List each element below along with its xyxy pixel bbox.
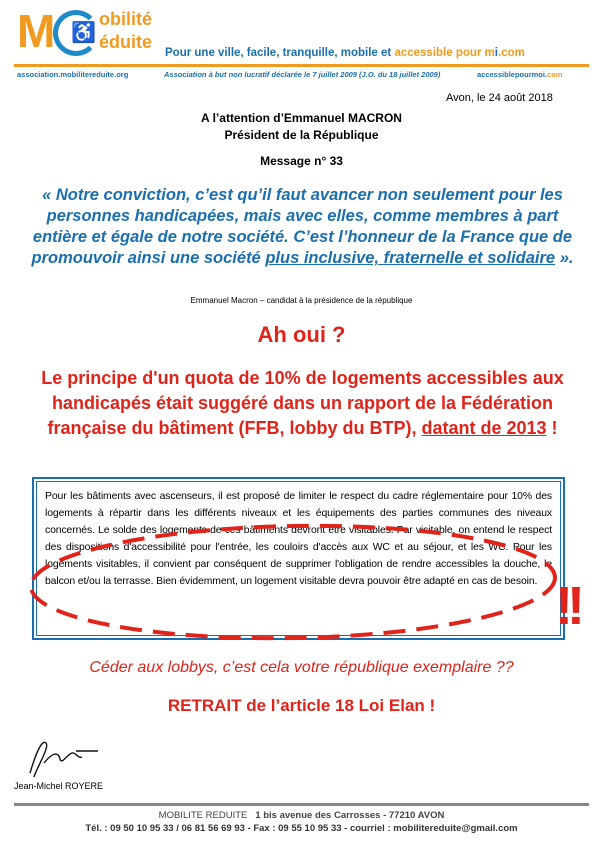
site-link-left[interactable]: association.mobilitereduite.org (17, 70, 129, 79)
letter-recipient: A l’attention d’Emmanuel MACRON (201, 111, 402, 125)
footer-address-line (0, 810, 603, 821)
letter-date: Avon, le 24 août 2018 (446, 92, 553, 104)
header-tagline (165, 47, 525, 59)
site-right-part-a: accessiblepourmoi. (477, 70, 548, 79)
footer-org-name: MOBILITE REDUITE (158, 810, 248, 821)
site-right-part-b: com (547, 70, 563, 79)
ffb-paragraph (20, 366, 585, 441)
tagline-mi: i (494, 47, 498, 59)
macron-quote (20, 185, 585, 269)
report-excerpt-text: Pour les bâtiments avec ascenseurs, il est proposé de limiter le respect du cadre réglementaire pour 10% des logements à répartir dans les différents niveaux et les équipements des parties communes des niveaux concernés. Le solde des logements de ces bâtiments devront être visitables. Par visitable, on entend le respect des dispositions d'accessibilité pour l'entrée, les couloirs d'accès aux WC et au séjour, et les WC. Pour les logements visitables, il convient par conséquent de supprimer l'obligation de rendre accessibles la douche, le balcon et/ou la terrasse. Bien évidemment, un logement visitable devra pouvoir être adapté en cas de besoin. (45, 491, 552, 587)
withdrawal-demand: RETRAIT de l’article 18 Loi Elan ! (167, 696, 436, 715)
ffb-text-underlined: datant de 2013 (421, 418, 547, 438)
quote-text-underlined: plus inclusive, fraternelle et solidaire (265, 249, 556, 267)
logo-text-line1: obilité (99, 9, 152, 29)
header-divider (14, 64, 589, 67)
footer-divider (14, 803, 589, 806)
tagline-accent: accessible pour m (394, 47, 495, 59)
letter-recipient-title: Président de la République (224, 128, 379, 142)
footer-address: 1 bis avenue des Carrosses - 77210 AVON (255, 810, 445, 821)
handwritten-signature (24, 733, 114, 783)
tagline-main: Pour une ville, facile, tranquille, mobile et (165, 47, 392, 59)
lobby-question: Céder aux lobbys, c’est cela votre république exemplaire ?? (89, 659, 514, 676)
ffb-text-after: ! (546, 418, 558, 438)
footer-contact: Tél. : 09 50 10 95 33 / 06 81 56 69 93 - Fax : 09 55 10 95 33 - courriel : mobilitereduite@gmail.com (85, 823, 518, 834)
exclamation-heading: Ah oui ? (257, 322, 346, 347)
association-note: Association à but non lucratif déclarée le 7 juillet 2009 (J.O. du 18 juillet 2009) (164, 70, 441, 79)
message-number: Message n° 33 (260, 154, 343, 168)
signatory-name: Jean-Michel ROYERE (14, 781, 104, 791)
wheelchair-icon: ♿ (71, 22, 96, 44)
logo-text-line2: éduite (99, 32, 153, 52)
quote-text-after: ». (555, 249, 574, 267)
association-logo (17, 6, 167, 68)
big-exclamation-marks: !! (555, 576, 579, 636)
quote-text-before: « Notre conviction, c’est qu’il faut avancer non seulement pour les personnes handicapées, mais avec elles, comme membres à part entière et égale de notre société. C’est l’honneur de la France que de promouvoir ainsi une société (31, 186, 573, 267)
logo-letter-m: M (17, 5, 54, 57)
ffb-text-before: Le principe d'un quota de 10% de logements accessibles aux handicapés était suggéré dans un rapport de la Fédération française du bâtiment (FFB, lobby du BTP), (41, 368, 564, 438)
tagline-end: .com (498, 47, 525, 59)
site-link-right[interactable] (477, 70, 562, 79)
quote-source: Emmanuel Macron – candidat à la présidence de la république (190, 296, 413, 305)
highlight-dashed-oval (25, 520, 565, 645)
